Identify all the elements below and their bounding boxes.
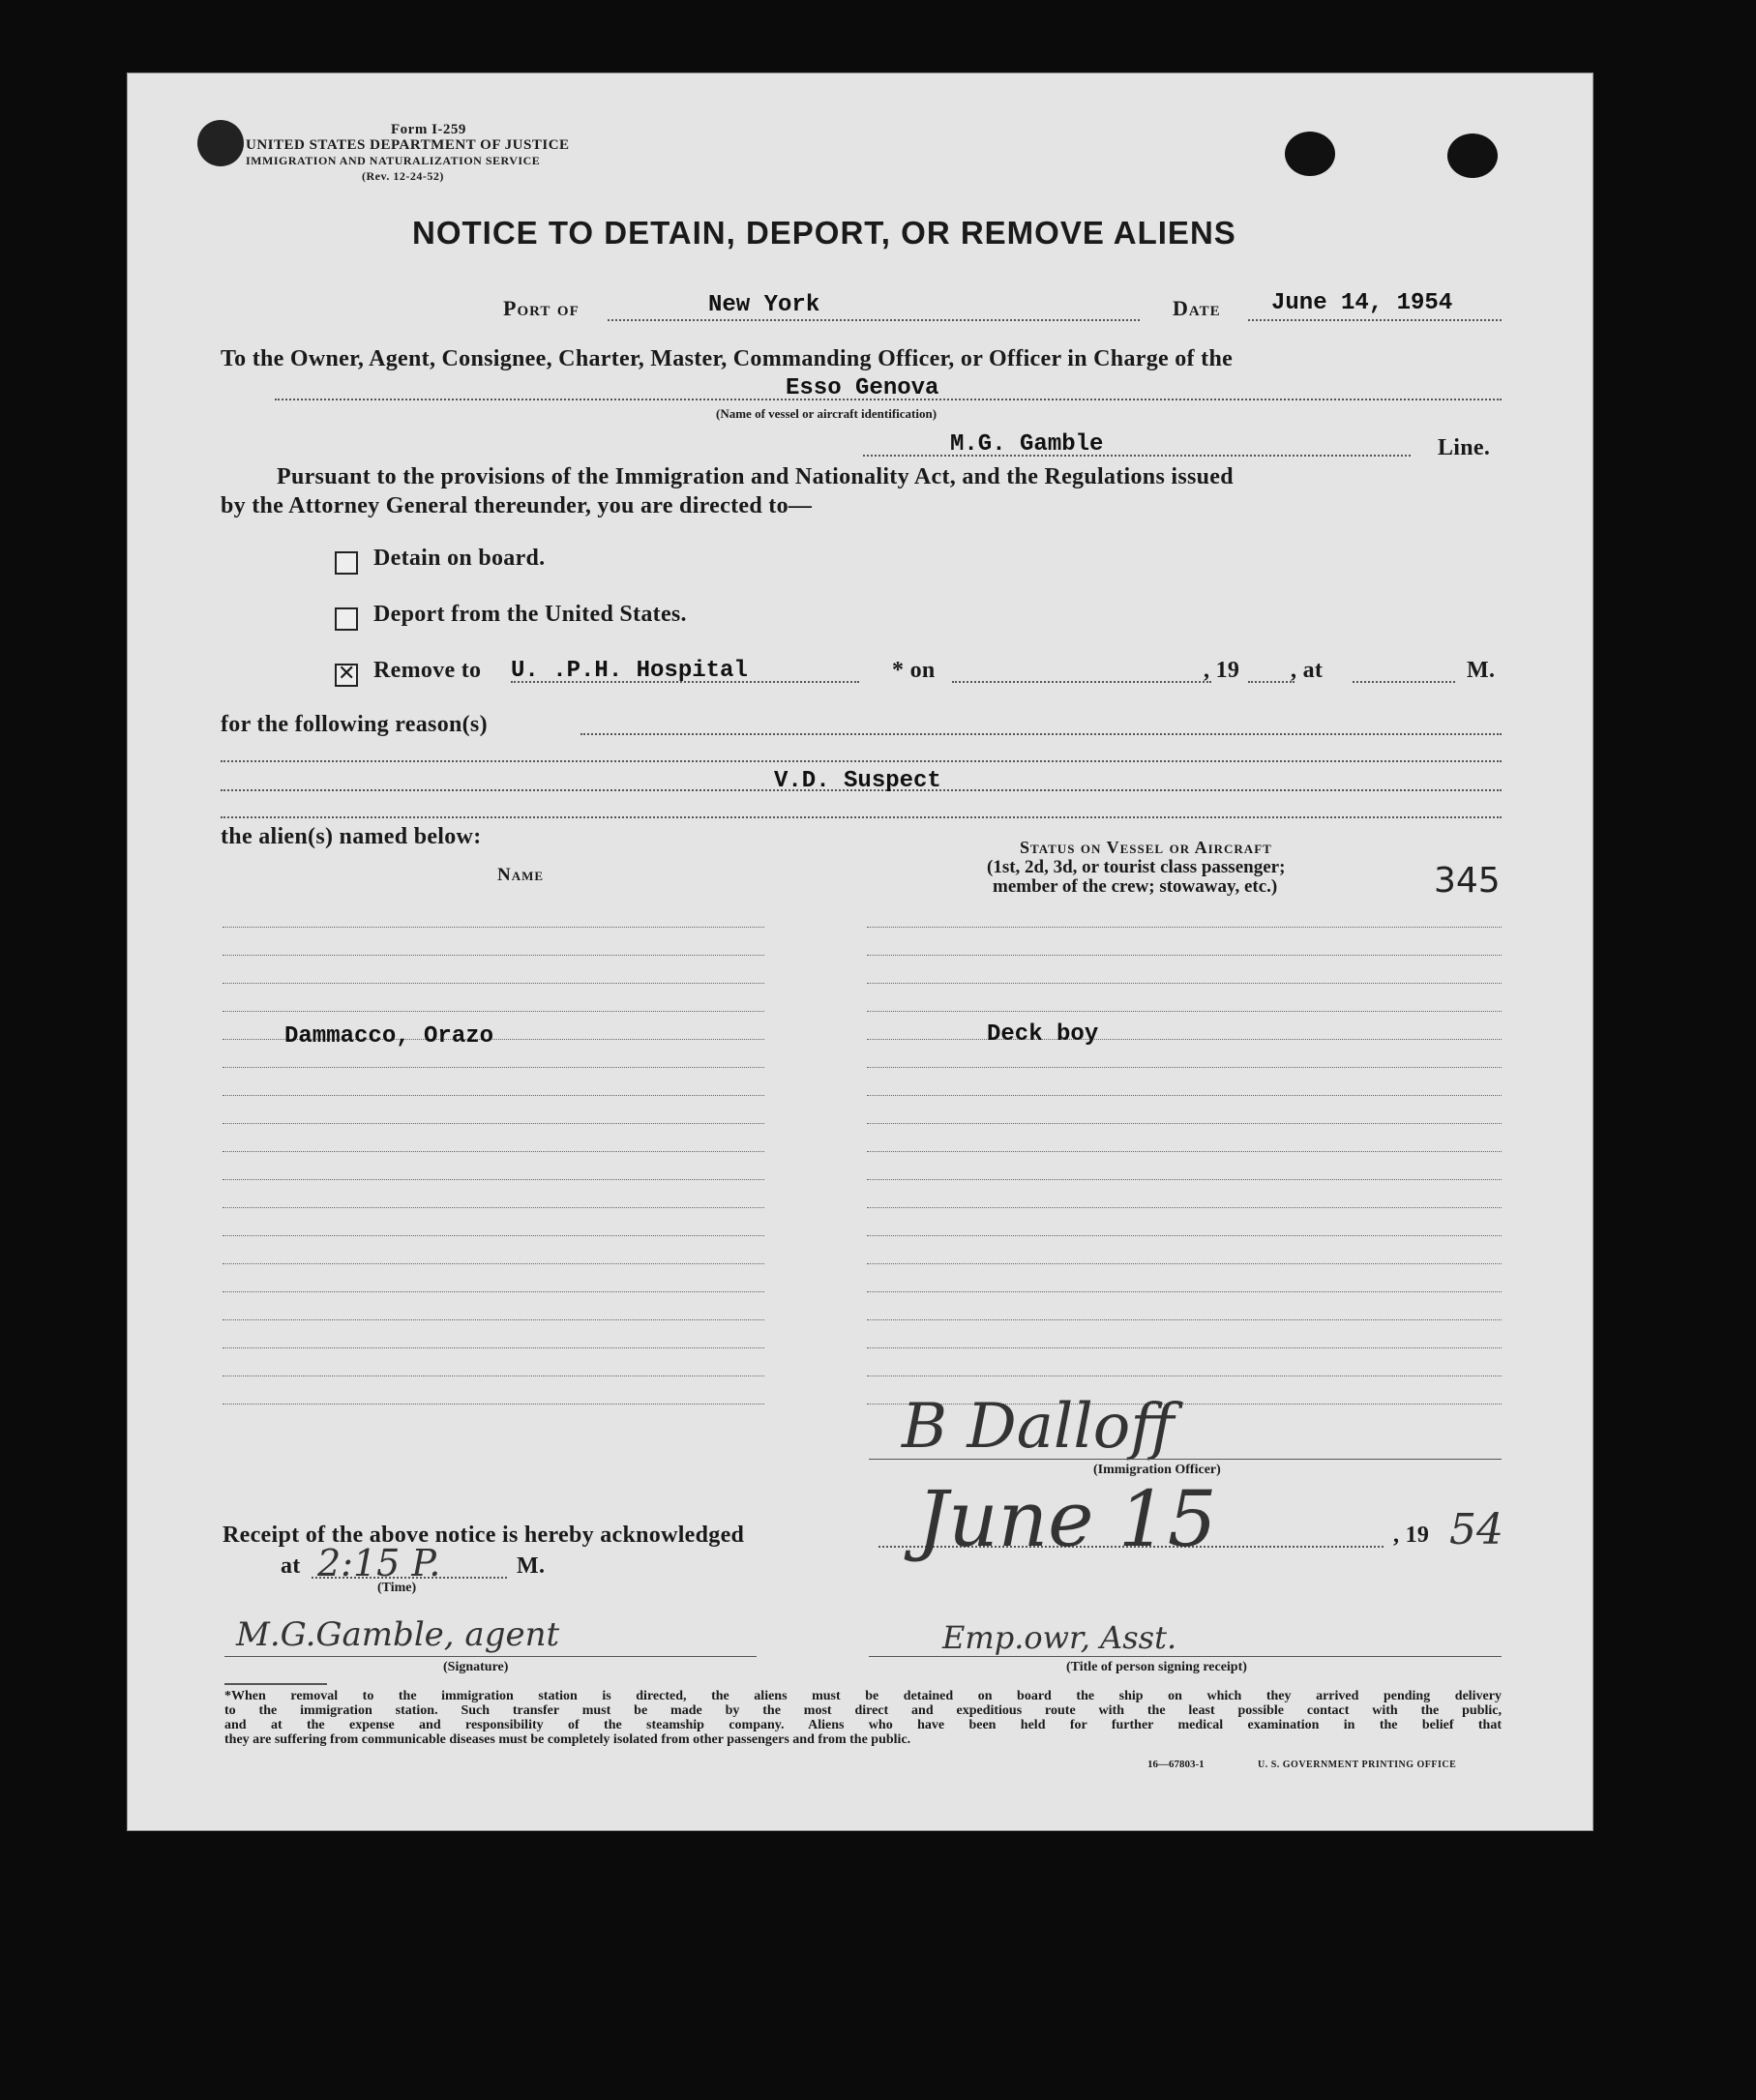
name-column-rule: [223, 1207, 764, 1208]
name-column-rule: [223, 1291, 764, 1292]
remove-m-label: M.: [1467, 658, 1496, 683]
name-column-rule: [223, 1123, 764, 1124]
officer-signature: B Dalloff: [902, 1391, 1175, 1463]
deport-checkbox[interactable]: [335, 607, 358, 631]
name-column-rule: [223, 1151, 764, 1152]
printer-label: U. S. GOVERNMENT PRINTING OFFICE: [1258, 1760, 1457, 1770]
title-person-line: [869, 1656, 1502, 1657]
remove-label: Remove to: [373, 658, 482, 683]
status-column-rule: [867, 1067, 1502, 1068]
remove-year-label: , 19: [1204, 658, 1240, 683]
vessel-value: Esso Genova: [786, 375, 939, 401]
agent-signature: M.G.Gamble, agent: [236, 1615, 560, 1654]
line-value: M.G. Gamble: [950, 431, 1104, 458]
name-column-rule: [223, 1375, 764, 1376]
receipt-at-label: at: [281, 1553, 301, 1579]
status-column-rule: [867, 955, 1502, 956]
addressee-line: To the Owner, Agent, Consignee, Charter, Master, Commanding Officer, or Officer in Charge of the: [221, 346, 1234, 371]
name-column-rule: [223, 1095, 764, 1096]
remove-at-line: [1353, 681, 1455, 683]
punch-hole-left: [1285, 132, 1335, 176]
deport-label: Deport from the United States.: [373, 602, 687, 627]
date-label: Date: [1173, 296, 1221, 320]
officer-line: [869, 1459, 1502, 1460]
alien-name: Dammacco, Orazo: [284, 1023, 494, 1050]
status-column-rule: [867, 983, 1502, 984]
aliens-label: the alien(s) named below:: [221, 824, 482, 849]
pursuant-text-2: by the Attorney General thereunder, you are directed to—: [221, 493, 813, 518]
name-column-rule: [223, 1179, 764, 1180]
footnote-line-1: *When removal to the immigration station is directed, the aliens must be detained on board the ship on which they arrived pending delivery: [224, 1689, 1502, 1703]
detain-label: Detain on board.: [373, 546, 546, 571]
receipt-time: 2:15 P.: [317, 1542, 441, 1584]
name-column-rule: [223, 1011, 764, 1012]
signature-line: [224, 1656, 757, 1657]
status-subheader-2: member of the crew; stowaway, etc.): [993, 876, 1278, 897]
status-column-rule: [867, 1011, 1502, 1012]
punch-hole-right: [1447, 133, 1498, 178]
name-column-rule: [223, 1404, 764, 1405]
revision: (Rev. 12-24-52): [362, 169, 444, 183]
status-column-rule: [867, 1123, 1502, 1124]
receipt-date: June 15: [917, 1474, 1217, 1564]
name-column-rule: [223, 1263, 764, 1264]
document-number: 345: [1434, 861, 1501, 901]
dept-line: UNITED STATES DEPARTMENT OF JUSTICE: [246, 137, 570, 153]
status-header: Status on Vessel or Aircraft: [1020, 838, 1272, 857]
title-person-value: Emp.owr, Asst.: [942, 1619, 1177, 1656]
page-title: NOTICE TO DETAIN, DEPORT, OR REMOVE ALIENS: [412, 215, 1236, 251]
print-code: 16—67803-1: [1147, 1759, 1205, 1770]
date-value: June 14, 1954: [1271, 290, 1453, 316]
name-column-rule: [223, 955, 764, 956]
status-column-rule: [867, 1151, 1502, 1152]
status-column-rule: [867, 1039, 1502, 1040]
form-sheet: [128, 74, 1592, 1830]
remove-year-line: [1248, 681, 1295, 683]
name-column-rule: [223, 927, 764, 928]
port-line: [608, 319, 1140, 321]
footnote: [224, 1689, 1502, 1747]
receipt-m-label: M.: [517, 1553, 546, 1579]
receipt-year-prefix: , 19: [1393, 1523, 1430, 1548]
remove-dest-value: U. .P.H. Hospital: [511, 658, 748, 684]
reasons-line-1: [580, 733, 1502, 735]
status-column-rule: [867, 1095, 1502, 1096]
remove-checkbox[interactable]: [335, 664, 358, 687]
title-person-caption: (Title of person signing receipt): [1066, 1660, 1247, 1674]
name-column-rule: [223, 1235, 764, 1236]
status-column-rule: [867, 1263, 1502, 1264]
status-column-rule: [867, 1207, 1502, 1208]
footnote-rule: [224, 1683, 327, 1685]
officer-caption: (Immigration Officer): [1093, 1463, 1221, 1477]
name-column-rule: [223, 983, 764, 984]
form-header: [246, 122, 570, 184]
line-label: Line.: [1438, 435, 1491, 460]
reasons-line-2: [221, 760, 1502, 762]
status-subheader-1: (1st, 2d, 3d, or tourist class passenger;: [987, 857, 1286, 877]
name-column-rule: [223, 1319, 764, 1320]
name-column-rule: [223, 1067, 764, 1068]
reasons-value: V.D. Suspect: [774, 768, 941, 794]
pursuant-text-1: Pursuant to the provisions of the Immigration and Nationality Act, and the Regulations issued: [277, 464, 1234, 489]
remove-on-label: * on: [892, 658, 936, 683]
remove-on-line: [952, 681, 1211, 683]
status-column-rule: [867, 1319, 1502, 1320]
status-column-rule: [867, 1179, 1502, 1180]
status-column-rule: [867, 1291, 1502, 1292]
reasons-line-4: [221, 816, 1502, 818]
status-column-rule: [867, 1347, 1502, 1348]
seal-stamp: [197, 120, 244, 166]
name-header: Name: [497, 865, 545, 885]
alien-status: Deck boy: [987, 1021, 1099, 1048]
status-column-rule: [867, 1375, 1502, 1376]
receipt-text: Receipt of the above notice is hereby acknowledged: [223, 1523, 745, 1548]
line-line: [863, 455, 1411, 457]
name-column-rule: [223, 1347, 764, 1348]
time-caption: (Time): [377, 1581, 417, 1595]
footnote-line-3: and at the expense and responsibility of the steamship company. Aliens who have been held for further medical examination in the belief that: [224, 1718, 1502, 1732]
form-number: Form I-259: [391, 122, 466, 137]
reasons-label: for the following reason(s): [221, 712, 488, 737]
detain-checkbox[interactable]: [335, 551, 358, 575]
port-value: New York: [708, 292, 820, 318]
receipt-year: 54: [1449, 1505, 1503, 1554]
date-line: [1248, 319, 1502, 321]
remove-at-label: , at: [1291, 658, 1324, 683]
footnote-line-2: to the immigration station. Such transfer must be made by the most direct and expeditious route with the least possible contact with the public,: [224, 1703, 1502, 1718]
service-line: IMMIGRATION AND NATURALIZATION SERVICE: [246, 154, 541, 167]
port-label: Port of: [503, 296, 580, 320]
footnote-line-4: they are suffering from communicable diseases must be completely isolated from other passengers and from the public.: [224, 1732, 911, 1747]
status-column-rule: [867, 1235, 1502, 1236]
status-column-rule: [867, 927, 1502, 928]
signature-caption: (Signature): [443, 1660, 509, 1674]
vessel-caption: (Name of vessel or aircraft identification): [716, 406, 938, 421]
